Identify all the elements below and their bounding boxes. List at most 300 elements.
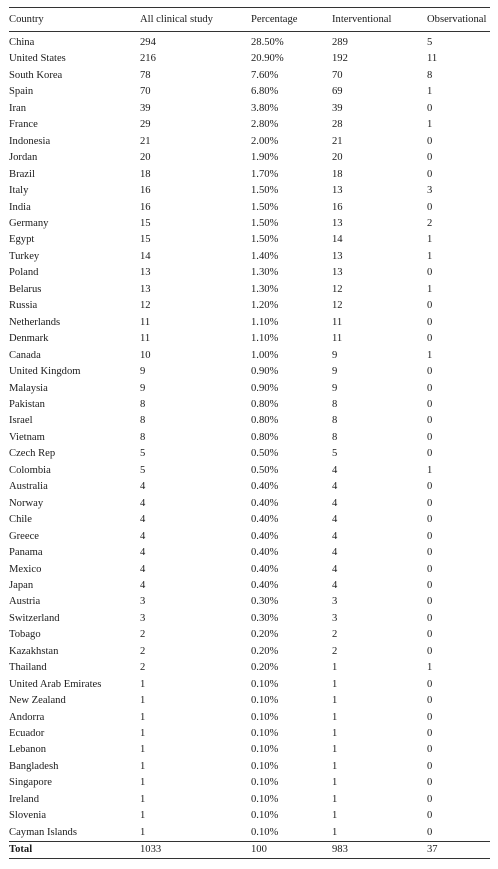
table-row — [9, 84, 490, 100]
cell-interventional: 8 — [332, 398, 338, 410]
cell-interventional: 20 — [332, 152, 343, 164]
total-interventional: 983 — [332, 844, 348, 856]
table-row — [9, 710, 490, 726]
cell-country: Germany — [9, 217, 49, 229]
cell-all-clinical-study: 4 — [140, 547, 146, 559]
cell-observational: 0 — [427, 579, 433, 591]
table-row — [9, 660, 490, 676]
total-observational: 37 — [427, 844, 438, 856]
total-label: Total — [9, 844, 33, 856]
table-row — [9, 562, 490, 578]
cell-observational: 2 — [427, 217, 433, 229]
cell-observational: 0 — [427, 102, 433, 114]
cell-country: Bangladesh — [9, 760, 59, 772]
cell-interventional: 1 — [332, 744, 338, 756]
cell-percentage: 0.50% — [251, 464, 279, 476]
cell-interventional: 11 — [332, 333, 343, 345]
header-interventional: Interventional — [332, 14, 392, 25]
cell-observational: 0 — [427, 826, 433, 838]
cell-percentage: 0.10% — [251, 793, 279, 805]
cell-all-clinical-study: 4 — [140, 563, 146, 575]
cell-country: Poland — [9, 267, 39, 279]
table-row — [9, 117, 490, 133]
table-row — [9, 32, 490, 52]
cell-country: Singapore — [9, 777, 52, 789]
cell-interventional: 70 — [332, 69, 343, 81]
cell-observational: 0 — [427, 695, 433, 707]
cell-country: Ecuador — [9, 728, 45, 740]
cell-interventional: 1 — [332, 695, 338, 707]
cell-country: Jordan — [9, 152, 38, 164]
cell-observational: 0 — [427, 760, 433, 772]
table-row — [9, 265, 490, 281]
cell-all-clinical-study: 2 — [140, 662, 146, 674]
table-row — [9, 232, 490, 248]
cell-observational: 0 — [427, 793, 433, 805]
cell-all-clinical-study: 4 — [140, 514, 146, 526]
cell-interventional: 14 — [332, 234, 343, 246]
cell-observational: 0 — [427, 415, 433, 427]
cell-observational: 0 — [427, 810, 433, 822]
cell-observational: 0 — [427, 777, 433, 789]
cell-country: Chile — [9, 514, 32, 526]
cell-observational: 0 — [427, 201, 433, 213]
table-row — [9, 446, 490, 462]
cell-interventional: 289 — [332, 37, 348, 48]
table-row — [9, 479, 490, 495]
cell-country: Denmark — [9, 333, 49, 345]
cell-percentage: 0.40% — [251, 514, 279, 526]
cell-all-clinical-study: 3 — [140, 612, 146, 624]
cell-observational: 0 — [427, 382, 433, 394]
cell-observational: 0 — [427, 398, 433, 410]
cell-observational: 1 — [427, 119, 433, 131]
total-all-clinical-study: 1033 — [140, 844, 162, 856]
table-row — [9, 792, 490, 808]
cell-percentage: 0.80% — [251, 415, 279, 427]
cell-interventional: 2 — [332, 645, 338, 657]
table-footer — [9, 842, 490, 859]
table-row — [9, 529, 490, 545]
table-body — [9, 32, 490, 842]
cell-percentage: 0.80% — [251, 431, 279, 443]
cell-interventional: 4 — [332, 579, 338, 591]
table-row — [9, 200, 490, 216]
cell-interventional: 21 — [332, 135, 343, 147]
cell-all-clinical-study: 1 — [140, 728, 146, 740]
cell-interventional: 1 — [332, 810, 338, 822]
cell-country: China — [9, 37, 35, 48]
cell-percentage: 1.40% — [251, 250, 279, 262]
cell-interventional: 1 — [332, 826, 338, 838]
cell-interventional: 1 — [332, 728, 338, 740]
header-observational: Observational — [427, 14, 487, 25]
cell-country: Malaysia — [9, 382, 48, 394]
cell-percentage: 0.10% — [251, 810, 279, 822]
table-row — [9, 677, 490, 693]
cell-percentage: 0.10% — [251, 695, 279, 707]
cell-country: Mexico — [9, 563, 42, 575]
cell-country: Turkey — [9, 250, 40, 262]
cell-all-clinical-study: 1 — [140, 777, 146, 789]
table-row — [9, 298, 490, 314]
table-row — [9, 413, 490, 429]
cell-percentage: 1.30% — [251, 283, 279, 295]
table-row — [9, 496, 490, 512]
cell-observational: 0 — [427, 645, 433, 657]
cell-country: Tobago — [9, 629, 41, 641]
cell-country: Thailand — [9, 662, 47, 674]
cell-all-clinical-study: 16 — [140, 185, 151, 197]
cell-percentage: 2.00% — [251, 135, 279, 147]
cell-interventional: 1 — [332, 777, 338, 789]
cell-all-clinical-study: 1 — [140, 711, 146, 723]
cell-interventional: 1 — [332, 678, 338, 690]
cell-observational: 8 — [427, 69, 433, 81]
cell-observational: 11 — [427, 53, 438, 65]
cell-all-clinical-study: 20 — [140, 152, 151, 164]
table-row — [9, 775, 490, 791]
cell-interventional: 4 — [332, 563, 338, 575]
cell-interventional: 4 — [332, 497, 338, 509]
cell-country: New Zealand — [9, 695, 66, 707]
cell-all-clinical-study: 8 — [140, 398, 146, 410]
cell-interventional: 1 — [332, 662, 338, 674]
cell-percentage: 1.10% — [251, 333, 279, 345]
cell-observational: 0 — [427, 744, 433, 756]
cell-all-clinical-study: 21 — [140, 135, 151, 147]
cell-interventional: 13 — [332, 185, 343, 197]
cell-all-clinical-study: 15 — [140, 217, 151, 229]
table-row — [9, 463, 490, 479]
table-row — [9, 68, 490, 84]
cell-interventional: 8 — [332, 415, 338, 427]
cell-observational: 0 — [427, 431, 433, 443]
cell-country: United States — [9, 53, 66, 65]
cell-percentage: 1.00% — [251, 349, 279, 361]
table-row — [9, 627, 490, 643]
table-row — [9, 249, 490, 265]
cell-country: Pakistan — [9, 398, 45, 410]
cell-interventional: 16 — [332, 201, 343, 213]
cell-country: United Arab Emirates — [9, 678, 102, 690]
cell-interventional: 9 — [332, 349, 338, 361]
cell-percentage: 0.90% — [251, 382, 279, 394]
cell-interventional: 13 — [332, 250, 343, 262]
cell-country: Czech Rep — [9, 448, 56, 460]
cell-interventional: 9 — [332, 382, 338, 394]
table-row — [9, 282, 490, 298]
cell-all-clinical-study: 9 — [140, 382, 146, 394]
cell-all-clinical-study: 1 — [140, 810, 146, 822]
cell-observational: 0 — [427, 728, 433, 740]
cell-country: Japan — [9, 579, 34, 591]
cell-observational: 0 — [427, 711, 433, 723]
total-row — [9, 842, 490, 859]
cell-all-clinical-study: 216 — [140, 53, 156, 65]
cell-interventional: 1 — [332, 760, 338, 772]
cell-percentage: 1.50% — [251, 234, 279, 246]
cell-percentage: 1.20% — [251, 300, 279, 312]
cell-observational: 0 — [427, 678, 433, 690]
cell-country: Netherlands — [9, 316, 61, 328]
cell-observational: 3 — [427, 185, 433, 197]
cell-observational: 0 — [427, 481, 433, 493]
cell-country: India — [9, 201, 31, 213]
cell-observational: 1 — [427, 349, 433, 361]
cell-all-clinical-study: 5 — [140, 448, 146, 460]
cell-percentage: 20.90% — [251, 53, 284, 65]
cell-percentage: 0.20% — [251, 629, 279, 641]
total-percentage: 100 — [251, 844, 267, 856]
cell-percentage: 0.40% — [251, 547, 279, 559]
table-row — [9, 808, 490, 824]
cell-country: Indonesia — [9, 135, 51, 147]
cell-percentage: 1.50% — [251, 217, 279, 229]
header-country: Country — [9, 14, 44, 25]
cell-observational: 0 — [427, 514, 433, 526]
cell-all-clinical-study: 70 — [140, 86, 151, 98]
cell-percentage: 1.10% — [251, 316, 279, 328]
cell-percentage: 1.50% — [251, 201, 279, 213]
cell-all-clinical-study: 8 — [140, 415, 146, 427]
cell-interventional: 4 — [332, 481, 338, 493]
cell-percentage: 0.90% — [251, 366, 279, 378]
table-row — [9, 594, 490, 610]
cell-percentage: 0.10% — [251, 826, 279, 838]
table-row — [9, 742, 490, 758]
cell-all-clinical-study: 1 — [140, 826, 146, 838]
cell-percentage: 0.30% — [251, 596, 279, 608]
cell-percentage: 0.10% — [251, 678, 279, 690]
cell-percentage: 1.50% — [251, 185, 279, 197]
table-row — [9, 134, 490, 150]
cell-observational: 0 — [427, 448, 433, 460]
cell-country: Norway — [9, 497, 44, 509]
cell-interventional: 1 — [332, 793, 338, 805]
cell-country: Lebanon — [9, 744, 47, 756]
cell-percentage: 2.80% — [251, 119, 279, 131]
cell-observational: 0 — [427, 152, 433, 164]
cell-country: United Kingdom — [9, 366, 81, 378]
cell-country: South Korea — [9, 69, 63, 81]
header-row — [9, 8, 490, 32]
table-row — [9, 315, 490, 331]
cell-percentage: 0.40% — [251, 579, 279, 591]
cell-all-clinical-study: 13 — [140, 283, 151, 295]
cell-interventional: 11 — [332, 316, 343, 328]
cell-percentage: 0.10% — [251, 777, 279, 789]
table-row — [9, 216, 490, 232]
cell-country: Switzerland — [9, 612, 60, 624]
header-all-clinical-study: All clinical study — [140, 14, 213, 25]
cell-interventional: 13 — [332, 267, 343, 279]
cell-all-clinical-study: 4 — [140, 481, 146, 493]
cell-percentage: 0.20% — [251, 645, 279, 657]
cell-observational: 0 — [427, 497, 433, 509]
cell-all-clinical-study: 4 — [140, 579, 146, 591]
cell-all-clinical-study: 18 — [140, 168, 151, 180]
table-row — [9, 825, 490, 842]
cell-percentage: 0.40% — [251, 563, 279, 575]
cell-percentage: 0.50% — [251, 448, 279, 460]
cell-interventional: 192 — [332, 53, 348, 65]
table-row — [9, 726, 490, 742]
cell-observational: 1 — [427, 250, 433, 262]
cell-country: Ireland — [9, 793, 39, 805]
cell-all-clinical-study: 4 — [140, 497, 146, 509]
cell-interventional: 4 — [332, 530, 338, 542]
cell-all-clinical-study: 11 — [140, 316, 151, 328]
cell-interventional: 39 — [332, 102, 343, 114]
cell-observational: 0 — [427, 168, 433, 180]
cell-all-clinical-study: 4 — [140, 530, 146, 542]
cell-all-clinical-study: 11 — [140, 333, 151, 345]
cell-interventional: 8 — [332, 431, 338, 443]
cell-observational: 1 — [427, 86, 433, 98]
cell-interventional: 28 — [332, 119, 343, 131]
table-row — [9, 397, 490, 413]
cell-all-clinical-study: 294 — [140, 37, 156, 48]
cell-percentage: 1.90% — [251, 152, 279, 164]
cell-percentage: 3.80% — [251, 102, 279, 114]
cell-percentage: 6.80% — [251, 86, 279, 98]
cell-interventional: 1 — [332, 711, 338, 723]
cell-country: Iran — [9, 102, 27, 114]
table-row — [9, 331, 490, 347]
cell-percentage: 0.30% — [251, 612, 279, 624]
cell-observational: 0 — [427, 135, 433, 147]
cell-all-clinical-study: 1 — [140, 695, 146, 707]
cell-all-clinical-study: 2 — [140, 645, 146, 657]
cell-interventional: 4 — [332, 547, 338, 559]
cell-country: Russia — [9, 300, 38, 312]
cell-all-clinical-study: 1 — [140, 793, 146, 805]
cell-interventional: 4 — [332, 464, 338, 476]
cell-interventional: 3 — [332, 596, 338, 608]
cell-country: Andorra — [9, 711, 45, 723]
table-row — [9, 693, 490, 709]
cell-all-clinical-study: 13 — [140, 267, 151, 279]
table-row — [9, 578, 490, 594]
cell-country: Kazakhstan — [9, 645, 59, 657]
table-header — [9, 8, 490, 32]
cell-observational: 0 — [427, 547, 433, 559]
cell-percentage: 0.10% — [251, 744, 279, 756]
cell-observational: 1 — [427, 662, 433, 674]
cell-all-clinical-study: 9 — [140, 366, 146, 378]
cell-interventional: 12 — [332, 300, 343, 312]
table-row — [9, 644, 490, 660]
cell-percentage: 1.30% — [251, 267, 279, 279]
cell-all-clinical-study: 1 — [140, 678, 146, 690]
cell-observational: 0 — [427, 267, 433, 279]
cell-country: Colombia — [9, 464, 51, 476]
cell-percentage: 0.40% — [251, 481, 279, 493]
table-row — [9, 364, 490, 380]
table-row — [9, 381, 490, 397]
cell-observational: 0 — [427, 300, 433, 312]
cell-country: Brazil — [9, 168, 35, 180]
cell-percentage: 0.20% — [251, 662, 279, 674]
cell-observational: 1 — [427, 234, 433, 246]
header-percentage: Percentage — [251, 14, 298, 25]
cell-observational: 0 — [427, 316, 433, 328]
cell-percentage: 1.70% — [251, 168, 279, 180]
cell-country: Greece — [9, 530, 39, 542]
cell-country: Cayman Islands — [9, 826, 77, 838]
table-row — [9, 167, 490, 183]
cell-percentage: 7.60% — [251, 69, 279, 81]
cell-all-clinical-study: 39 — [140, 102, 151, 114]
cell-all-clinical-study: 1 — [140, 744, 146, 756]
table-row — [9, 150, 490, 166]
table-row — [9, 51, 490, 67]
cell-observational: 5 — [427, 37, 433, 48]
table-row — [9, 430, 490, 446]
cell-all-clinical-study: 10 — [140, 349, 151, 361]
cell-all-clinical-study: 5 — [140, 464, 146, 476]
cell-observational: 0 — [427, 366, 433, 378]
cell-observational: 0 — [427, 629, 433, 641]
country-study-table — [9, 7, 490, 859]
table-row — [9, 101, 490, 117]
cell-observational: 0 — [427, 530, 433, 542]
cell-interventional: 5 — [332, 448, 338, 460]
cell-percentage: 0.40% — [251, 497, 279, 509]
cell-observational: 0 — [427, 333, 433, 345]
cell-percentage: 0.10% — [251, 760, 279, 772]
table-row — [9, 348, 490, 364]
cell-country: Panama — [9, 547, 43, 559]
cell-country: France — [9, 119, 38, 131]
cell-country: Slovenia — [9, 810, 47, 822]
cell-all-clinical-study: 14 — [140, 250, 151, 262]
table-row — [9, 759, 490, 775]
cell-interventional: 9 — [332, 366, 338, 378]
cell-all-clinical-study: 12 — [140, 300, 151, 312]
cell-interventional: 69 — [332, 86, 343, 98]
cell-interventional: 13 — [332, 217, 343, 229]
cell-all-clinical-study: 8 — [140, 431, 146, 443]
cell-percentage: 0.10% — [251, 728, 279, 740]
cell-country: Egypt — [9, 234, 35, 246]
table-row — [9, 512, 490, 528]
cell-country: Spain — [9, 86, 34, 98]
cell-all-clinical-study: 78 — [140, 69, 151, 81]
cell-country: Australia — [9, 481, 48, 493]
cell-country: Austria — [9, 596, 41, 608]
cell-percentage: 28.50% — [251, 37, 284, 48]
cell-percentage: 0.80% — [251, 398, 279, 410]
cell-all-clinical-study: 3 — [140, 596, 146, 608]
cell-observational: 1 — [427, 464, 433, 476]
cell-country: Italy — [9, 185, 29, 197]
cell-interventional: 2 — [332, 629, 338, 641]
cell-observational: 1 — [427, 283, 433, 295]
cell-country: Vietnam — [9, 431, 45, 443]
cell-interventional: 12 — [332, 283, 343, 295]
cell-observational: 0 — [427, 596, 433, 608]
cell-interventional: 18 — [332, 168, 343, 180]
cell-country: Israel — [9, 415, 33, 427]
table-row — [9, 611, 490, 627]
cell-interventional: 3 — [332, 612, 338, 624]
country-study-table-container — [9, 7, 490, 859]
cell-interventional: 4 — [332, 514, 338, 526]
cell-observational: 0 — [427, 612, 433, 624]
cell-all-clinical-study: 29 — [140, 119, 151, 131]
